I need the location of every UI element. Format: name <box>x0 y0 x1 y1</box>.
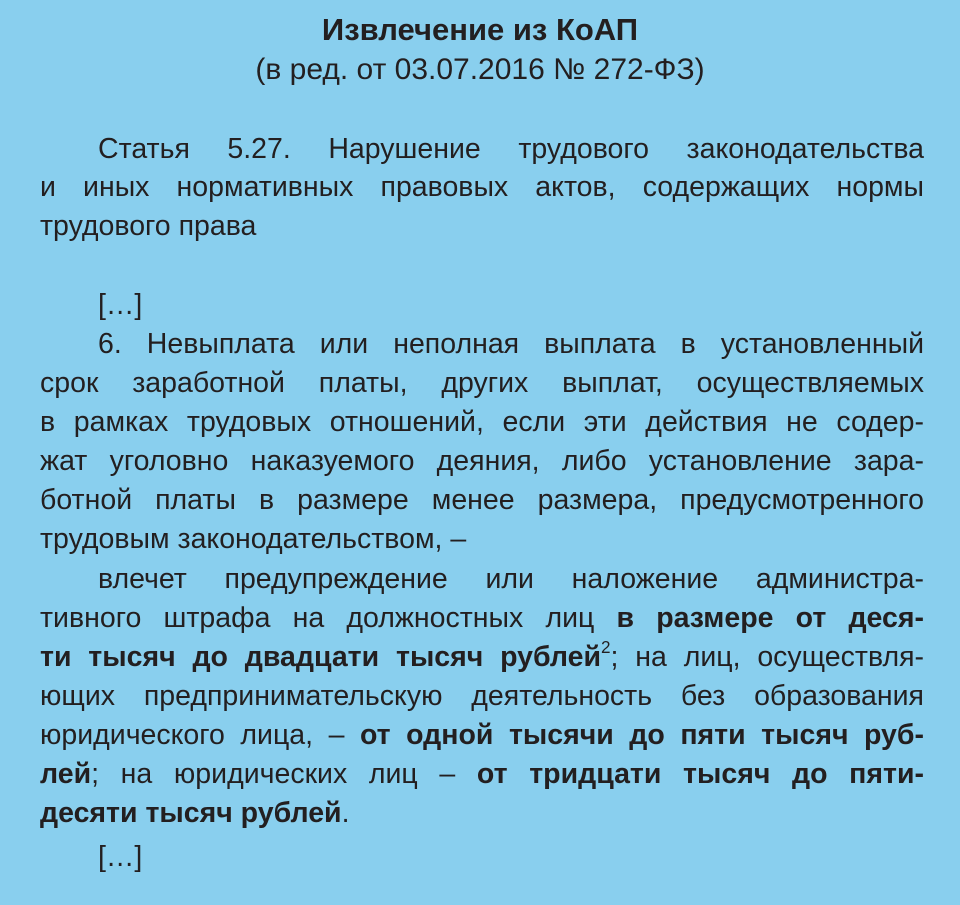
ellipsis-bottom: […] <box>98 841 143 873</box>
penalty-text-line <box>40 716 924 754</box>
penalty-text-segment: юридического лица, – <box>40 719 360 751</box>
point-text-line: в рамках трудовых отношений, если эти действия не содер- <box>40 406 924 438</box>
penalty-amount-bold: десяти тысяч рублей <box>40 797 342 829</box>
penalty-amount-bold: от одной тысячи до пяти тысяч руб- <box>359 719 924 751</box>
point-text-line: ботной платы в размере менее размера, предусмотренного <box>40 484 924 516</box>
penalty-text-segment: тивного штрафа на должностных лиц <box>40 602 617 634</box>
ellipsis-top: […] <box>98 289 143 321</box>
point-text-line: жат уголовно наказуемого деяния, либо установление зара- <box>40 445 924 477</box>
penalty-text-line <box>40 755 924 793</box>
penalty-text-line <box>40 599 924 637</box>
penalty-text-line: ющих предпринимательскую деятельность без образования <box>40 680 924 712</box>
point-text-line: срок заработной платы, других выплат, осуществляемых <box>40 367 924 399</box>
point-text-line: 6. Невыплата или неполная выплата в установленный <box>98 328 924 360</box>
document-subtitle: (в ред. от 03.07.2016 № 272-ФЗ) <box>255 53 705 86</box>
penalty-text-line: влечет предупреждение или наложение администра- <box>98 563 924 595</box>
penalty-amount-bold: ти тысяч до двадцати тысяч рублей <box>40 641 602 673</box>
article-heading-line: Статья 5.27. Нарушение трудового законодательства <box>98 133 924 165</box>
penalty-text-line <box>40 638 924 676</box>
penalty-amount-bold: от тридцати тысяч до пяти- <box>476 758 924 790</box>
point-text-line: трудовым законодательством, – <box>40 523 467 555</box>
article-heading-line: и иных нормативных правовых актов, содержащих нормы <box>40 171 924 203</box>
penalty-text-segment: . <box>341 797 350 829</box>
penalty-amount-bold: в размере от деся- <box>616 602 924 634</box>
footnote-marker: 2 <box>601 638 611 658</box>
penalty-text-segment: ; на лиц, осуществля- <box>610 641 925 673</box>
article-heading-line: трудового права <box>40 210 257 242</box>
penalty-amount-bold: лей <box>40 758 92 790</box>
document-title: Извлечение из КоАП <box>321 12 639 47</box>
penalty-text-line <box>40 794 924 832</box>
penalty-text-segment: ; на юридических лиц – <box>91 758 477 790</box>
